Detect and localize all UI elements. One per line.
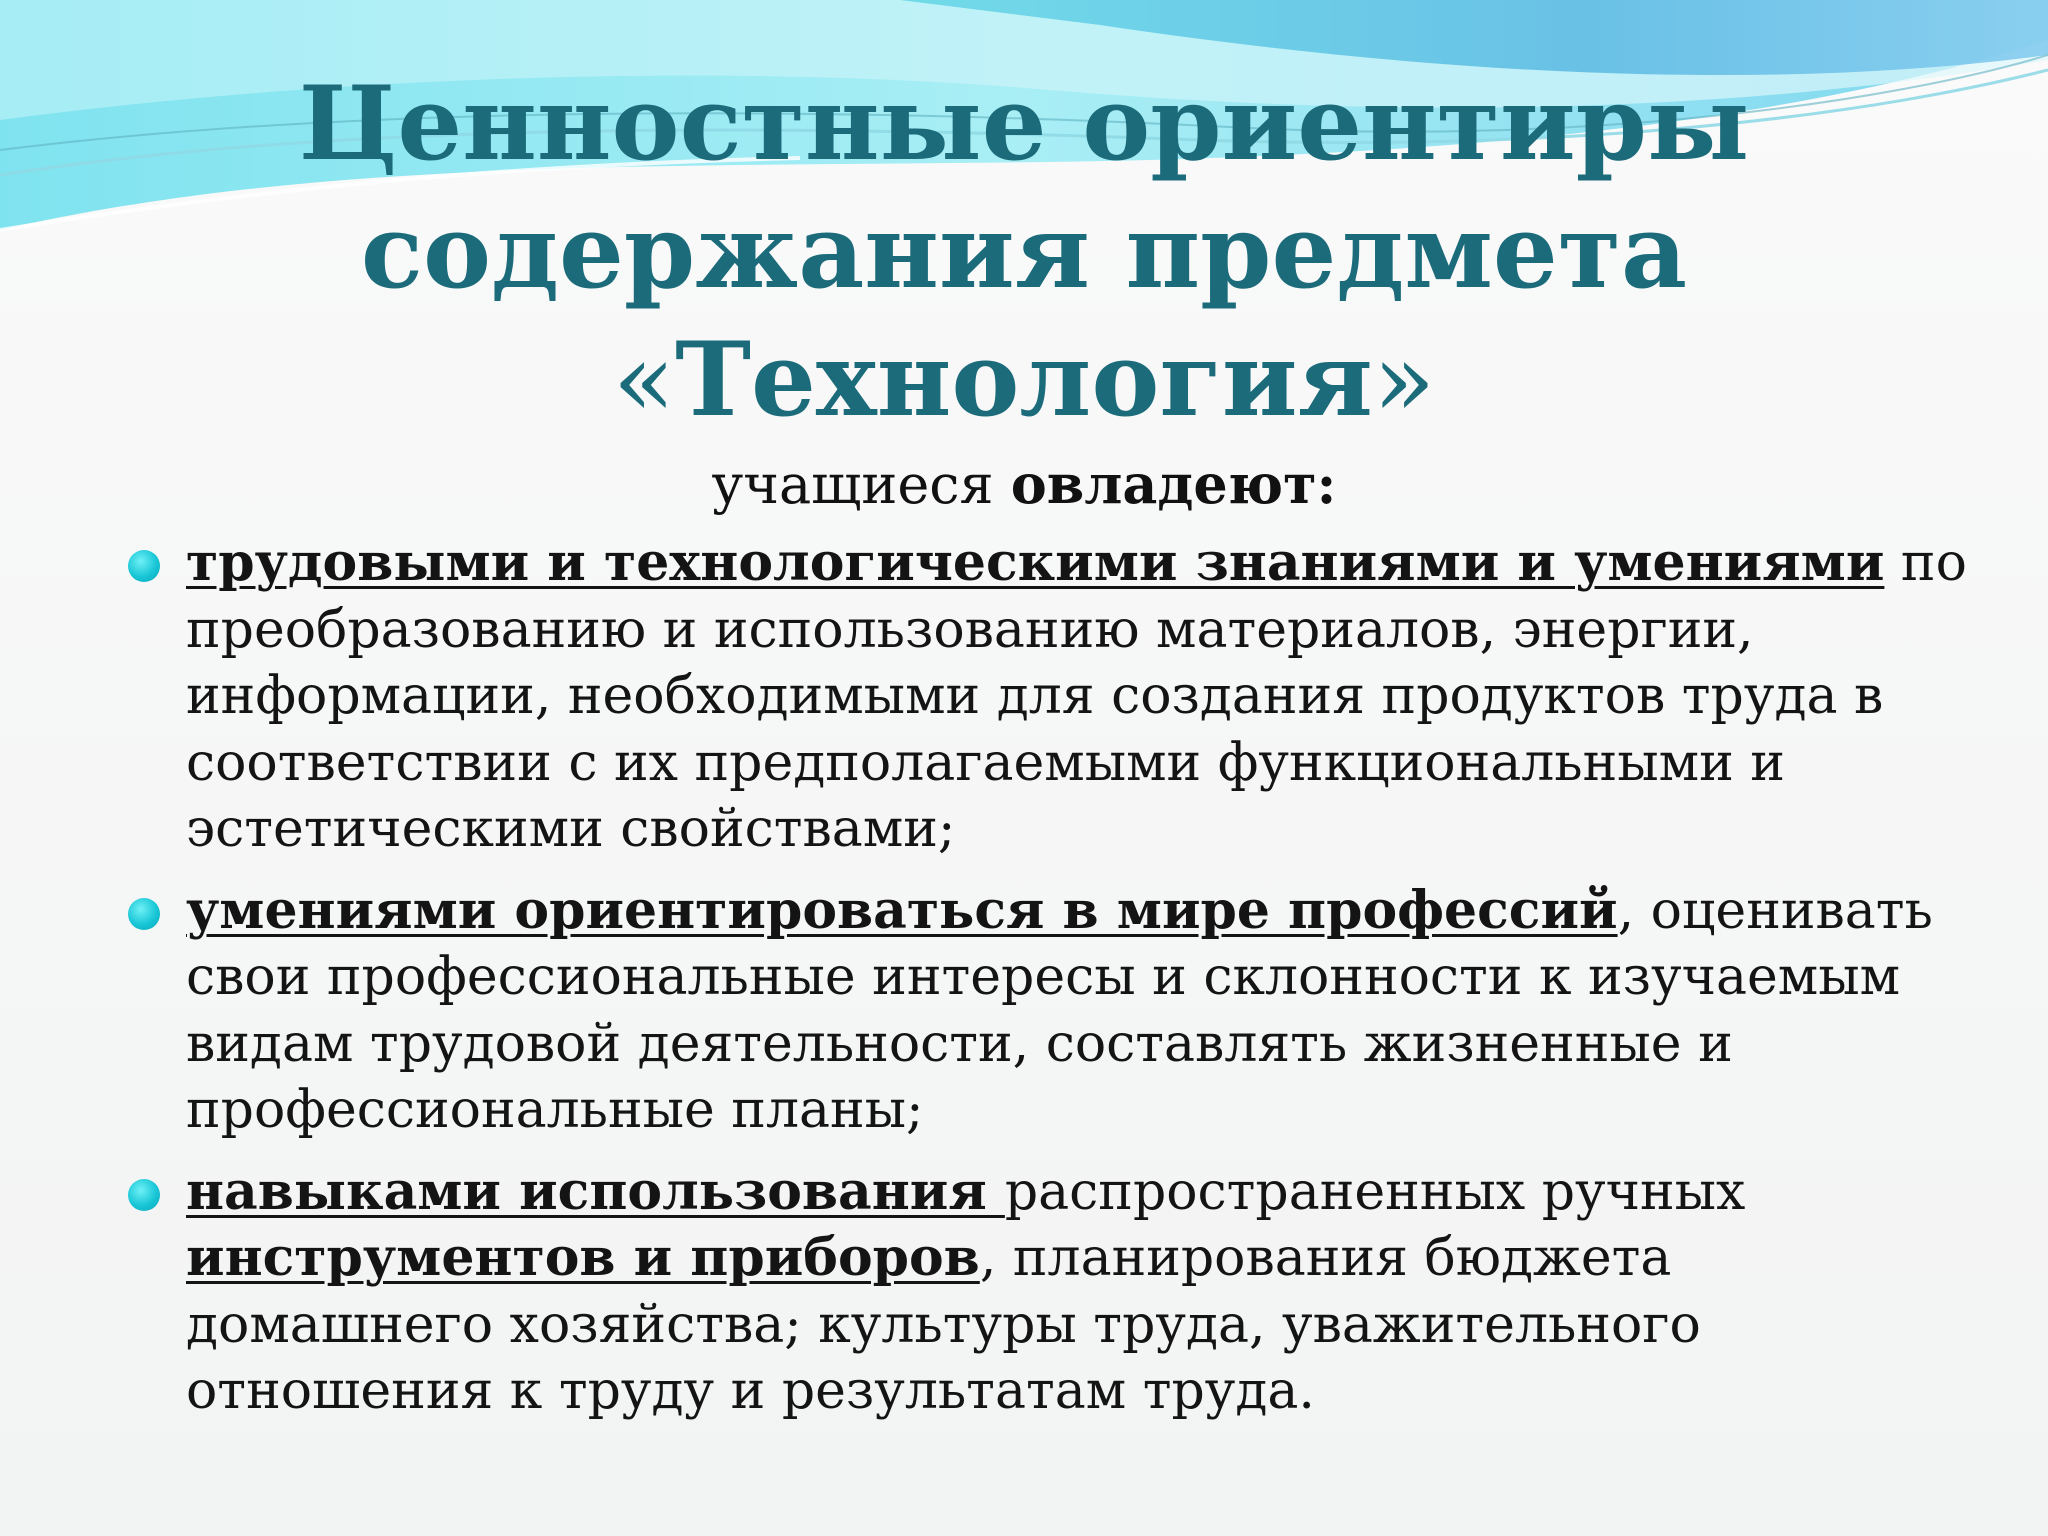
list-item xyxy=(0,530,2048,863)
title-line-3 xyxy=(0,316,2048,445)
title-close-quote: » xyxy=(1372,321,1436,440)
item-text-secondary: , планирования бюджета домашнего хозяйства; культуры труда, уважительного отношения к труду и результатам труда. xyxy=(186,1228,1701,1421)
subtitle-prefix: учащиеся xyxy=(711,453,1011,516)
slide-title xyxy=(0,60,2048,445)
list-item xyxy=(0,1159,2048,1425)
bullet-dot-icon xyxy=(128,898,160,930)
item-text: распространенных ручных xyxy=(1004,1161,1746,1222)
item-lead: трудовыми и технологическими знаниями и умениями xyxy=(186,532,1885,593)
list-item xyxy=(0,878,2048,1144)
title-word: Технология xyxy=(675,320,1373,440)
subtitle xyxy=(0,450,2048,519)
title-line-2: содержания предмета xyxy=(360,192,1688,312)
bullet-dot-icon xyxy=(128,550,160,582)
item-lead: навыками использования xyxy=(186,1160,1005,1222)
item-text: , оценивать свои профессиональные интересы и склонности к изучаемым видам трудовой деятельности, составлять жизненные и профессиональные планы; xyxy=(186,880,1933,1140)
item-lead-secondary: инструментов и приборов xyxy=(186,1227,980,1288)
bullet-dot-icon xyxy=(128,1179,160,1211)
subtitle-bold: овладеют: xyxy=(1010,452,1337,516)
bullet-list xyxy=(0,530,2048,1440)
item-lead: умениями ориентироваться в мире профессий xyxy=(186,879,1618,941)
title-open-quote: « xyxy=(612,321,676,440)
item-text: по преобразованию и использованию материалов, энергии, информации, необходимыми для создания продуктов труда в соответствии с их предполагаемыми функциональными и эстетическими свойствами; xyxy=(186,533,1967,859)
title-line-1: Ценностные ориентиры xyxy=(298,64,1750,184)
